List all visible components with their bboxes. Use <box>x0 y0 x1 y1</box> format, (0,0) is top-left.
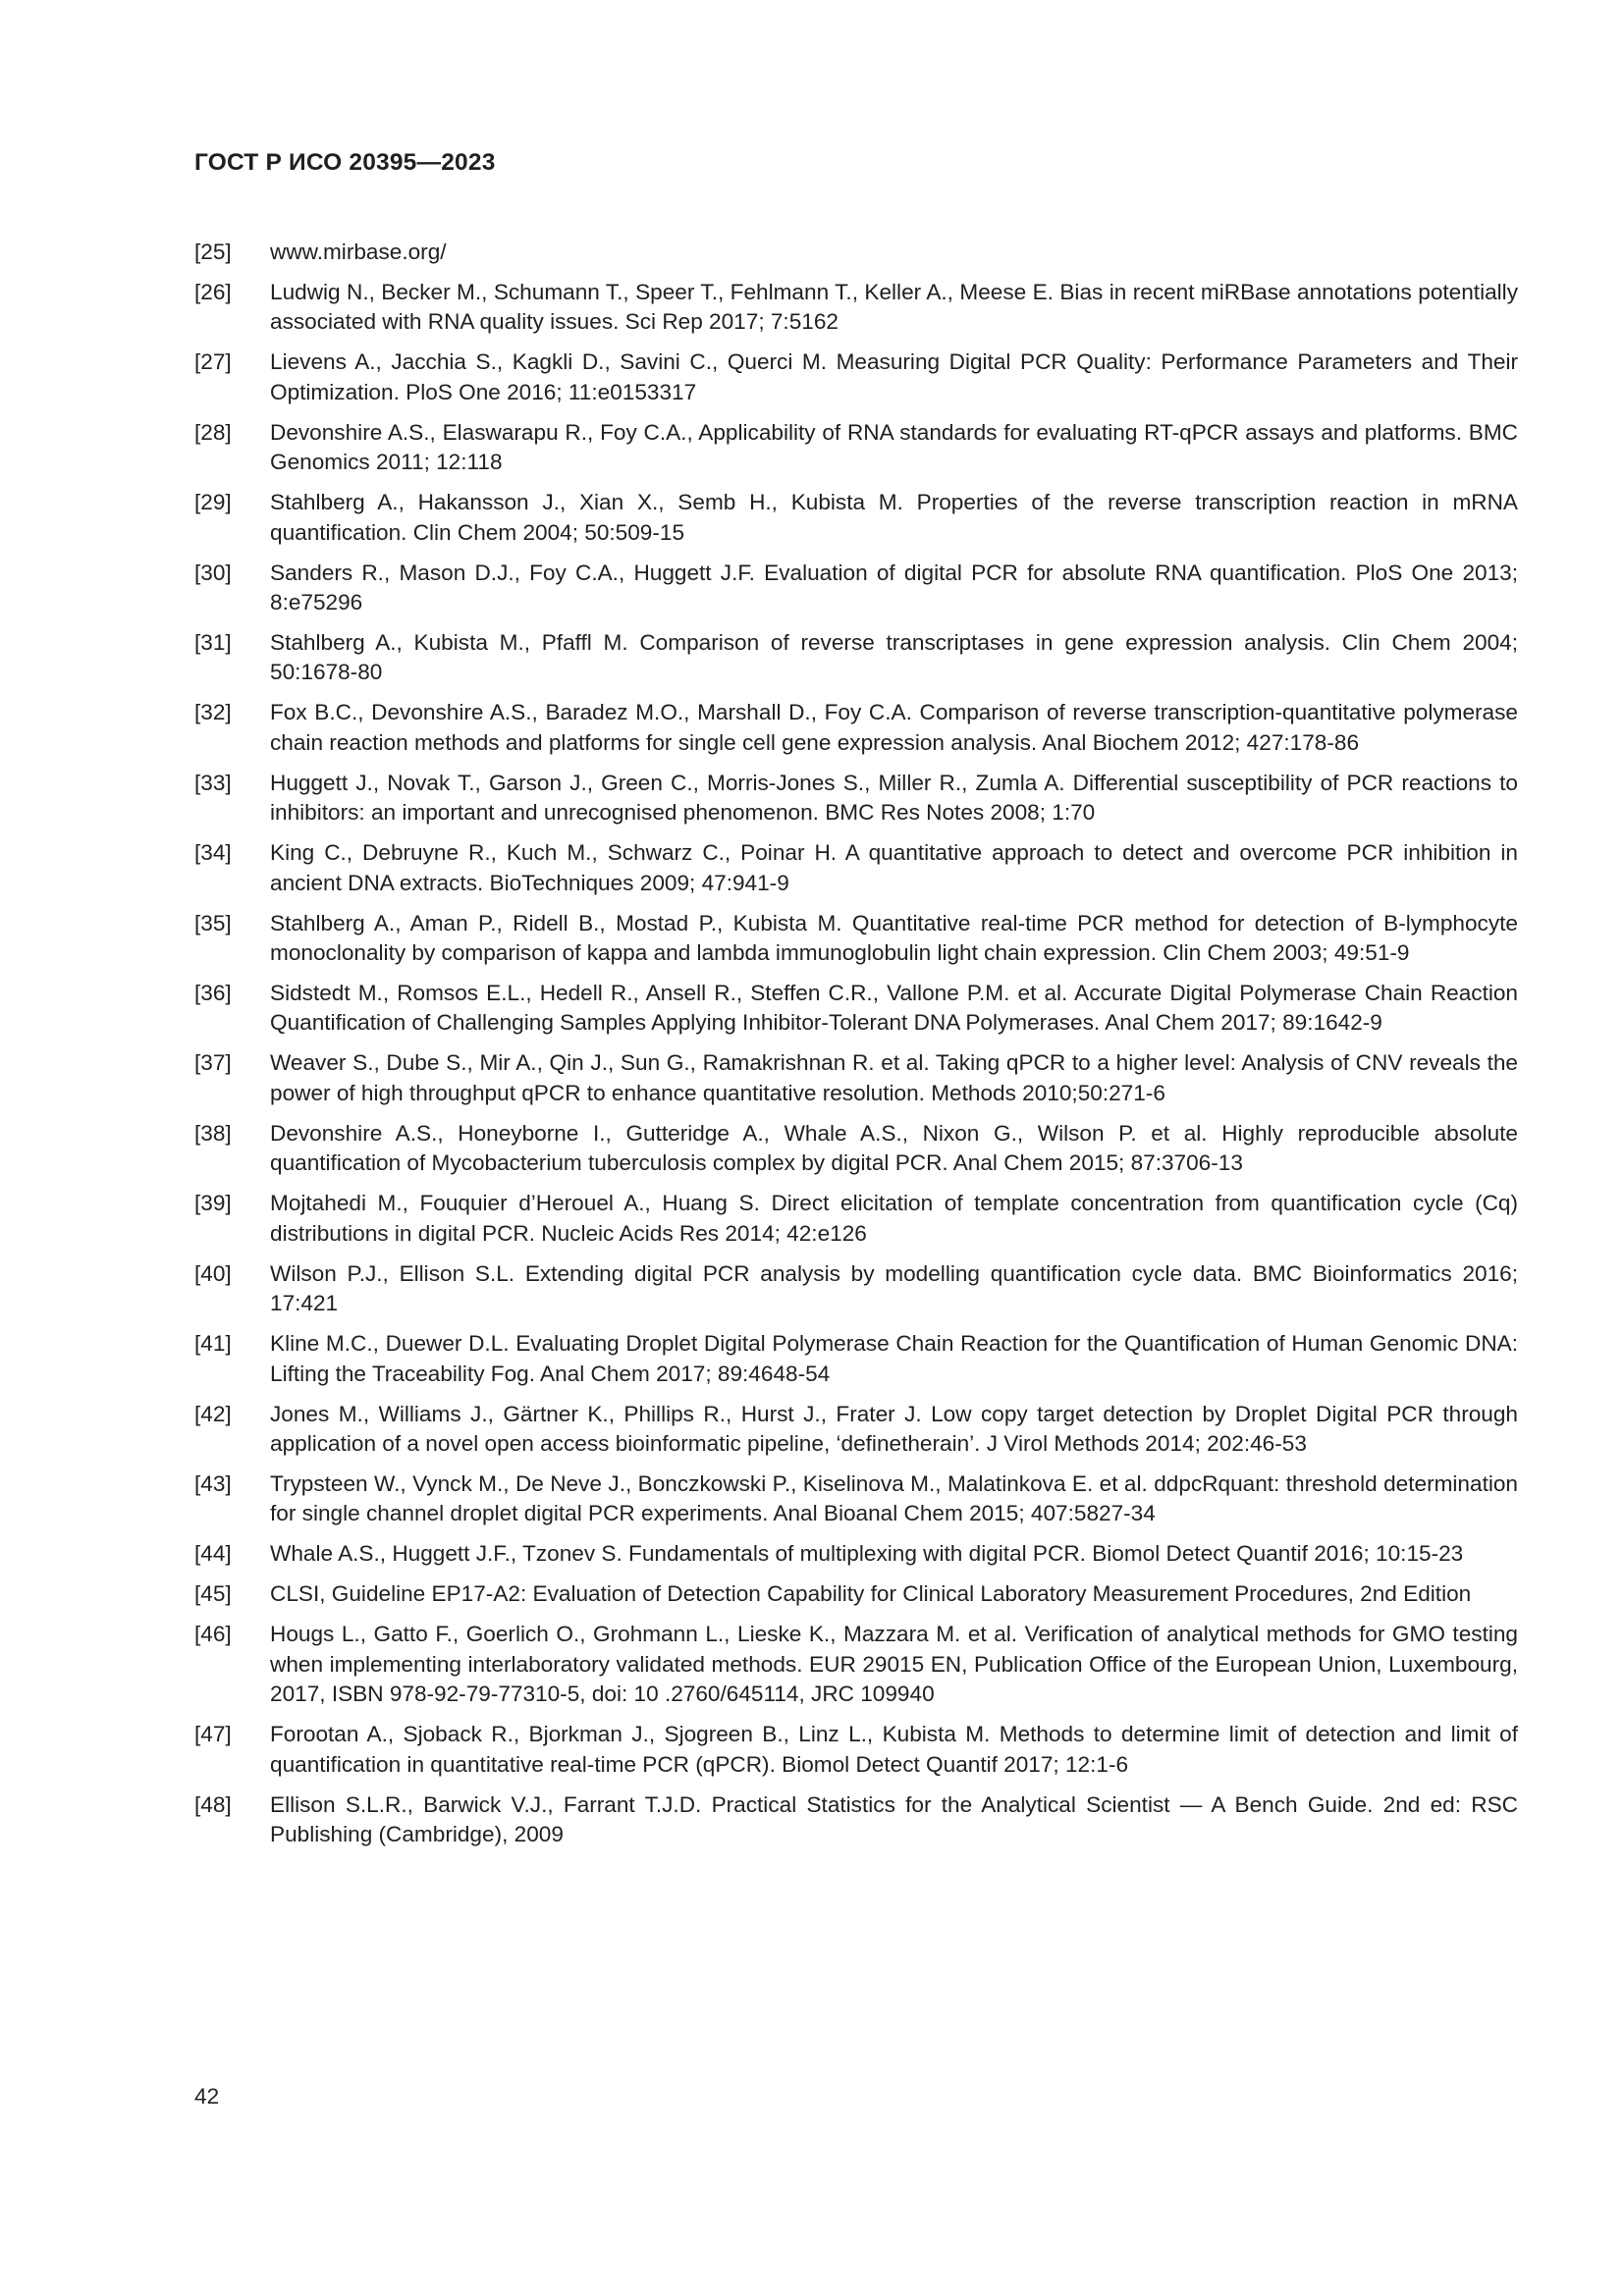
reference-text: Huggett J., Novak T., Garson J., Green C., Morris-Jones S., Miller R., Zumla A. Differential susceptibility of PCR reactions to inhibitors: an important and unrecognised phenomenon. BMC Res Notes 2008; 1:70 <box>270 770 1518 826</box>
reference-number: [43] <box>194 1470 232 1496</box>
reference-text: Stahlberg A., Kubista M., Pfaffl M. Comparison of reverse transcriptases in gene expression analysis. Clin Chem 2004; 50:1678-80 <box>270 630 1518 685</box>
reference-number: [31] <box>194 630 232 656</box>
reference-number: [48] <box>194 1791 232 1817</box>
reference-text: Sanders R., Mason D.J., Foy C.A., Huggett J.F. Evaluation of digital PCR for absolute RNA quantification. PloS One 2013; 8:e75296 <box>270 560 1518 615</box>
reference-text: Jones M., Williams J., Gärtner K., Phillips R., Hurst J., Frater J. Low copy target detection by Droplet Digital PCR through application of a novel open access bioinformatic pipeline, ‘definetherain’. J Virol Methods 2014; 202:46-53 <box>270 1401 1518 1456</box>
reference-item <box>194 909 1518 969</box>
reference-number: [27] <box>194 349 232 375</box>
reference-number: [32] <box>194 700 232 725</box>
reference-number: [28] <box>194 419 232 445</box>
reference-number: [35] <box>194 910 232 935</box>
reference-number: [45] <box>194 1581 232 1607</box>
reference-list <box>194 238 1518 1860</box>
reference-number: [36] <box>194 981 232 1006</box>
reference-text: www.mirbase.org/ <box>270 240 447 264</box>
reference-number: [26] <box>194 280 232 304</box>
reference-number: [46] <box>194 1622 232 1647</box>
reference-number: [30] <box>194 560 232 585</box>
reference-number: [47] <box>194 1722 232 1747</box>
reference-number: [37] <box>194 1050 232 1076</box>
reference-item <box>194 1048 1518 1108</box>
reference-number: [25] <box>194 240 232 264</box>
reference-item <box>194 1469 1518 1529</box>
reference-number: [41] <box>194 1331 232 1357</box>
reference-item <box>194 1539 1518 1569</box>
document-header: ГОСТ Р ИСО 20395—2023 <box>194 149 496 176</box>
reference-item <box>194 698 1518 758</box>
reference-text: Weaver S., Dube S., Mir A., Qin J., Sun G., Ramakrishnan R. et al. Taking qPCR to a higher level: Analysis of CNV reveals the power of high throughput qPCR to enhance quantitative resolution. Methods 2010;50:271-6 <box>270 1050 1518 1105</box>
page-number: 42 <box>194 2084 220 2109</box>
reference-number: [29] <box>194 490 232 515</box>
reference-item <box>194 347 1518 407</box>
reference-item <box>194 1579 1518 1609</box>
reference-item <box>194 1259 1518 1319</box>
reference-text: Hougs L., Gatto F., Goerlich O., Grohmann L., Lieske K., Mazzara M. et al. Verification of analytical methods for GMO testing when implementing interlaboratory validated methods. EUR 29015 EN, Publication Office of the European Union, Luxembourg, 2017, ISBN 978-92-79-77310-5, doi: 10 .2760/645114, JRC 109940 <box>270 1622 1518 1707</box>
reference-item <box>194 1790 1518 1850</box>
reference-number: [34] <box>194 840 232 866</box>
reference-text: Trypsteen W., Vynck M., De Neve J., Bonczkowski P., Kiselinova M., Malatinkova E. et al. ddpcRquant: threshold determination for single channel droplet digital PCR experiments. Anal Bioanal Chem 2015; 407:5827-34 <box>270 1470 1518 1526</box>
reference-item <box>194 1400 1518 1460</box>
reference-text: King C., Debruyne R., Kuch M., Schwarz C., Poinar H. A quantitative approach to detect and overcome PCR inhibition in ancient DNA extracts. BioTechniques 2009; 47:941-9 <box>270 840 1518 895</box>
reference-text: Whale A.S., Huggett J.F., Tzonev S. Fundamentals of multiplexing with digital PCR. Biomol Detect Quantif 2016; 10:15-23 <box>270 1541 1464 1567</box>
reference-item <box>194 1620 1518 1709</box>
reference-number: [42] <box>194 1401 232 1426</box>
reference-text: Devonshire A.S., Honeyborne I., Gutteridge A., Whale A.S., Nixon G., Wilson P. et al. Highly reproducible absolute quantification of Mycobacterium tuberculosis complex by digital PCR. Anal Chem 2015; 87:3706-13 <box>270 1120 1518 1176</box>
reference-text: Lievens A., Jacchia S., Kagkli D., Savini C., Querci M. Measuring Digital PCR Quality: Performance Parameters and Their Optimization. PloS One 2016; 11:e0153317 <box>270 349 1518 404</box>
reference-item <box>194 1119 1518 1179</box>
reference-item <box>194 559 1518 618</box>
reference-text: Kline M.C., Duewer D.L. Evaluating Droplet Digital Polymerase Chain Reaction for the Quantification of Human Genomic DNA: Lifting the Traceability Fog. Anal Chem 2017; 89:4648-54 <box>270 1331 1518 1386</box>
reference-item <box>194 418 1518 478</box>
reference-number: [40] <box>194 1260 232 1286</box>
reference-number: [38] <box>194 1120 232 1146</box>
reference-item <box>194 769 1518 828</box>
reference-item <box>194 278 1518 338</box>
reference-text: Wilson P.J., Ellison S.L. Extending digital PCR analysis by modelling quantification cycle data. BMC Bioinformatics 2016; 17:421 <box>270 1260 1518 1316</box>
reference-item <box>194 1189 1518 1249</box>
reference-item <box>194 1720 1518 1780</box>
reference-text: Stahlberg A., Hakansson J., Xian X., Semb H., Kubista M. Properties of the reverse transcription reaction in mRNA quantification. Clin Chem 2004; 50:509-15 <box>270 490 1518 545</box>
reference-item <box>194 838 1518 898</box>
reference-text: Devonshire A.S., Elaswarapu R., Foy C.A., Applicability of RNA standards for evaluating RT-qPCR assays and platforms. BMC Genomics 2011; 12:118 <box>270 419 1518 475</box>
reference-number: [44] <box>194 1541 232 1567</box>
reference-text: Ludwig N., Becker M., Schumann T., Speer T., Fehlmann T., Keller A., Meese E. Bias in recent miRBase annotations potentially associated with RNA quality issues. Sci Rep 2017; 7:5162 <box>270 280 1518 335</box>
reference-text: CLSI, Guideline EP17-A2: Evaluation of Detection Capability for Clinical Laboratory Measurement Procedures, 2nd Edition <box>270 1581 1472 1607</box>
reference-number: [39] <box>194 1191 232 1216</box>
reference-text: Stahlberg A., Aman P., Ridell B., Mostad P., Kubista M. Quantitative real-time PCR method for detection of B-lymphocyte monoclonality by comparison of kappa and lambda immunoglobulin light chain expression. Clin Chem 2003; 49:51-9 <box>270 910 1518 966</box>
reference-text: Mojtahedi M., Fouquier d’Herouel A., Huang S. Direct elicitation of template concentration from quantification cycle (Cq) distributions in digital PCR. Nucleic Acids Res 2014; 42:e126 <box>270 1191 1518 1246</box>
reference-item <box>194 628 1518 688</box>
reference-text: Forootan A., Sjoback R., Bjorkman J., Sjogreen B., Linz L., Kubista M. Methods to determine limit of detection and limit of quantification in quantitative real-time PCR (qPCR). Biomol Detect Quantif 2017; 12:1-6 <box>270 1722 1518 1777</box>
reference-item <box>194 488 1518 548</box>
reference-text: Sidstedt M., Romsos E.L., Hedell R., Ansell R., Steffen C.R., Vallone P.M. et al. Accurate Digital Polymerase Chain Reaction Quantification of Challenging Samples Applying Inhibitor-Tolerant DNA Polymerases. Anal Chem 2017; 89:1642-9 <box>270 981 1518 1036</box>
reference-text: Ellison S.L.R., Barwick V.J., Farrant T.J.D. Practical Statistics for the Analytical Scientist — A Bench Guide. 2nd ed: RSC Publishing (Cambridge), 2009 <box>270 1791 1518 1846</box>
reference-item <box>194 1329 1518 1389</box>
reference-number: [33] <box>194 770 232 795</box>
reference-item <box>194 979 1518 1039</box>
reference-item <box>194 238 1518 267</box>
reference-text: Fox B.C., Devonshire A.S., Baradez M.O., Marshall D., Foy C.A. Comparison of reverse transcription-quantitative polymerase chain reaction methods and platforms for single cell gene expression analysis. Anal Biochem 2012; 427:178-86 <box>270 700 1518 755</box>
